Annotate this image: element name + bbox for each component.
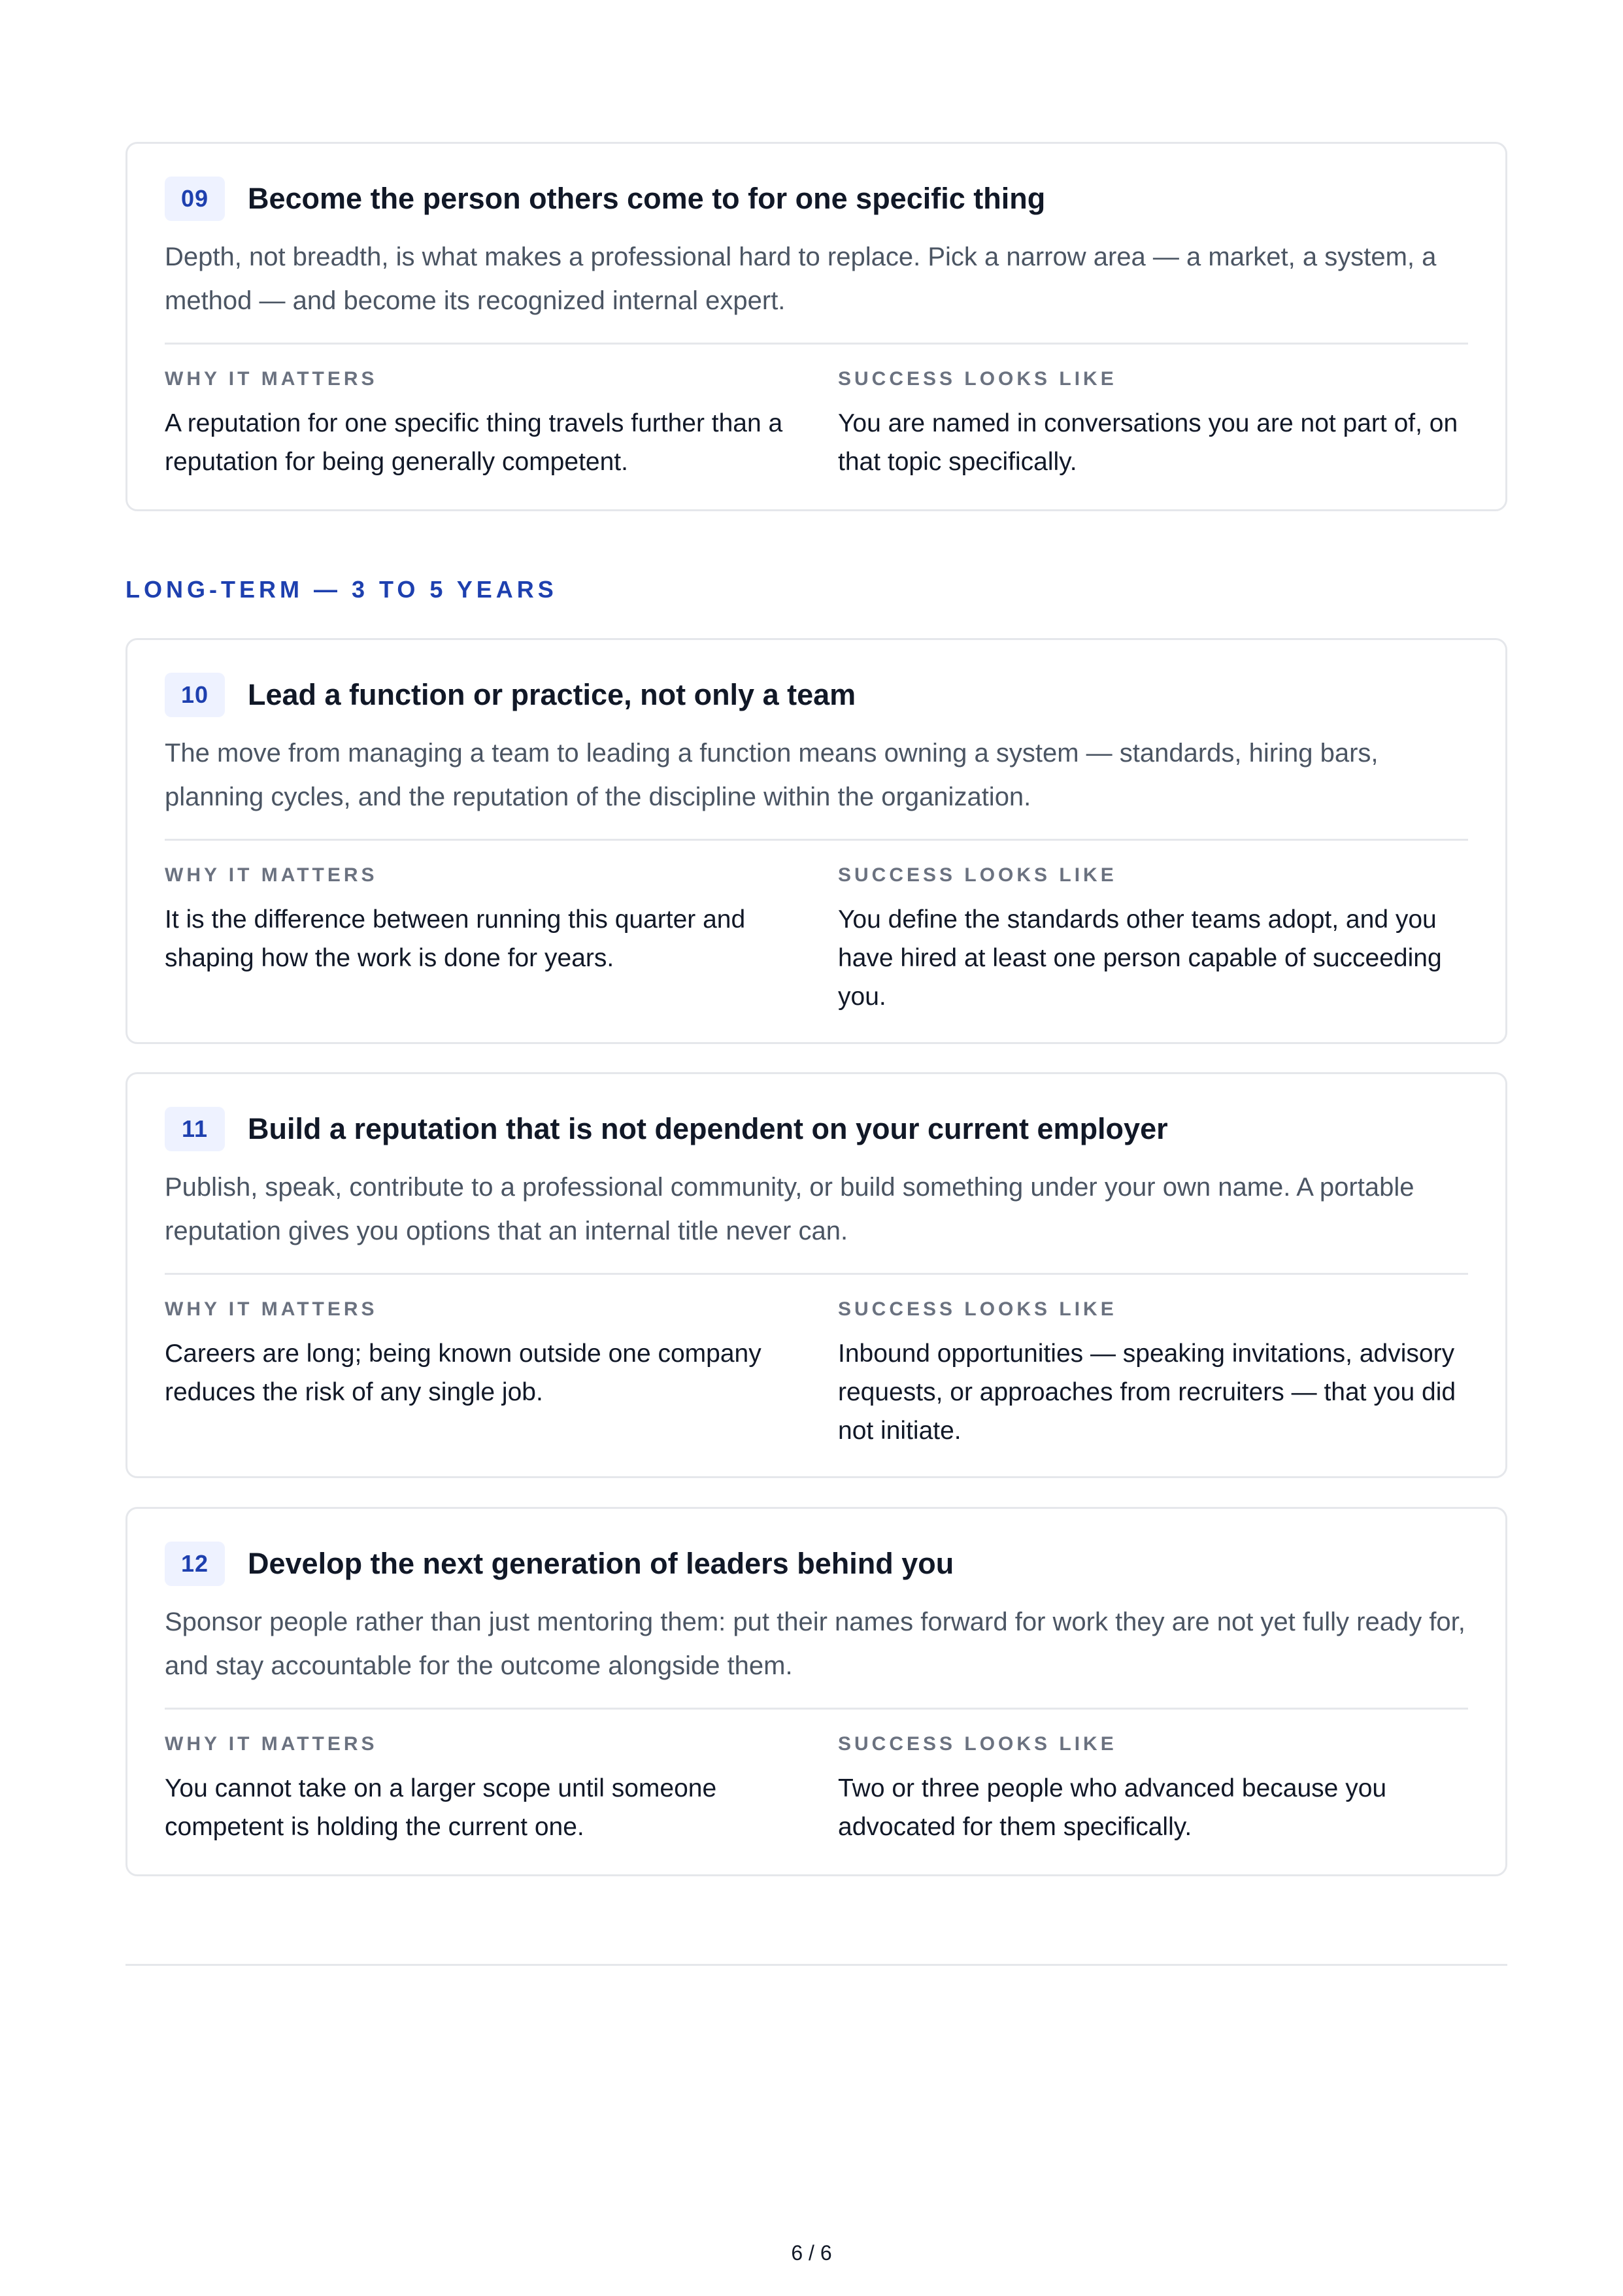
why-it-matters <box>165 1731 812 1846</box>
divider <box>165 1708 1468 1710</box>
why-text: Careers are long; being known outside one company reduces the risk of any single job. <box>165 1340 761 1406</box>
goal-title: Lead a function or practice, not only a team <box>248 678 856 711</box>
goal-card <box>125 1072 1507 1478</box>
goal-title: Develop the next generation of leaders behind you <box>248 1547 954 1580</box>
why-it-matters <box>165 366 812 481</box>
success-text: You are named in conversations you are not part of, on that topic specifically. <box>838 409 1458 476</box>
goal-description: Sponsor people rather than just mentoring them: put their names forward for work they are not yet fully ready for, and stay accountable for the outcome alongside them. <box>165 1608 1465 1680</box>
footer-divider <box>125 1964 1507 1966</box>
why-label: WHY IT MATTERS <box>165 1733 378 1755</box>
success-label: SUCCESS LOOKS LIKE <box>838 1733 1117 1755</box>
goal-number-badge: 09 <box>165 177 225 221</box>
success-label: SUCCESS LOOKS LIKE <box>838 1298 1117 1320</box>
why-label: WHY IT MATTERS <box>165 864 378 886</box>
success-looks-like <box>838 1296 1485 1450</box>
goal-description: Publish, speak, contribute to a professional community, or build something under your own name. A portable reputation gives you options that an internal title never can. <box>165 1173 1414 1245</box>
success-looks-like <box>838 366 1485 481</box>
success-label: SUCCESS LOOKS LIKE <box>838 864 1117 886</box>
goal-description: The move from managing a team to leading a function means owning a system — standards, hiring bars, planning cycles, and the reputation of the discipline within the organization. <box>165 739 1379 811</box>
goal-number-badge: 11 <box>165 1107 225 1151</box>
goal-card <box>125 638 1507 1044</box>
why-text: It is the difference between running this quarter and shaping how the work is done for years. <box>165 905 746 972</box>
goal-number-badge: 12 <box>165 1542 225 1586</box>
success-text: You define the standards other teams adopt, and you have hired at least one person capable of succeeding you. <box>838 905 1442 1011</box>
goal-card <box>125 142 1507 511</box>
success-looks-like <box>838 862 1485 1016</box>
goal-description: Depth, not breadth, is what makes a professional hard to replace. Pick a narrow area — a market, a system, a method — and become its recognized internal expert. <box>165 243 1437 315</box>
why-it-matters <box>165 862 812 977</box>
divider <box>165 839 1468 841</box>
why-text: You cannot take on a larger scope until someone competent is holding the current one. <box>165 1774 717 1841</box>
page-number: 6 / 6 <box>791 2241 832 2265</box>
why-label: WHY IT MATTERS <box>165 1298 378 1320</box>
divider <box>165 343 1468 345</box>
why-it-matters <box>165 1296 812 1411</box>
why-text: A reputation for one specific thing travels further than a reputation for being generally competent. <box>165 409 783 476</box>
goal-title: Build a reputation that is not dependent on your current employer <box>248 1112 1168 1145</box>
section-heading: LONG-TERM — 3 TO 5 YEARS <box>125 576 558 603</box>
success-looks-like <box>838 1731 1485 1846</box>
divider <box>165 1273 1468 1275</box>
success-text: Two or three people who advanced because you advocated for them specifically. <box>838 1774 1387 1841</box>
why-label: WHY IT MATTERS <box>165 368 378 390</box>
goal-title: Become the person others come to for one specific thing <box>248 182 1046 215</box>
goal-card <box>125 1507 1507 1876</box>
success-text: Inbound opportunities — speaking invitations, advisory requests, or approaches from recruiters — that you did not initiate. <box>838 1340 1456 1445</box>
success-label: SUCCESS LOOKS LIKE <box>838 368 1117 390</box>
goal-number-badge: 10 <box>165 673 225 717</box>
